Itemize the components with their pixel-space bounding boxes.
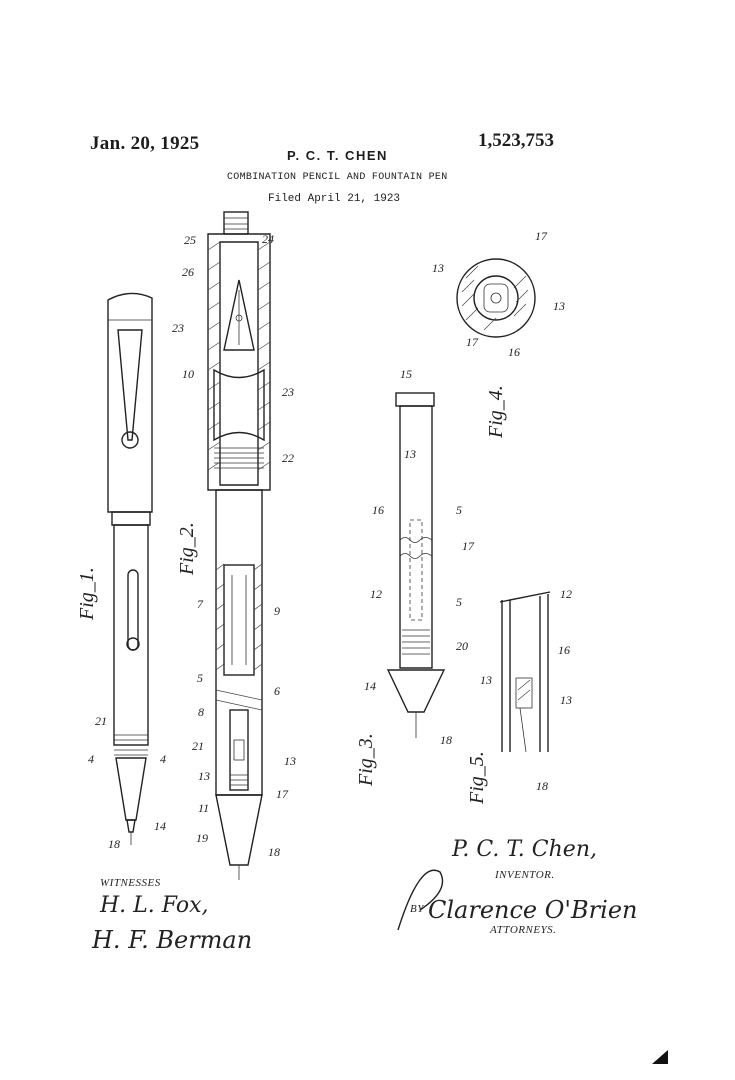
ref-fig2-25: 25 (184, 233, 196, 247)
ref-fig1-21: 21 (95, 714, 107, 728)
witness-signature-1: H. L. Fox, (100, 893, 209, 918)
ref-fig3-12: 12 (370, 587, 382, 601)
patent-number: 1,523,753 (478, 130, 554, 151)
by-label: BY (410, 903, 424, 915)
ref-fig5-18: 18 (536, 779, 548, 793)
attorney-signature: Clarence O'Brien (428, 896, 638, 924)
ref-fig4-16: 16 (508, 345, 520, 359)
ref-fig5-13a: 13 (480, 673, 492, 687)
witnesses-label: WITNESSES (100, 877, 161, 889)
ref-fig4-17a: 17 (535, 229, 547, 243)
ref-fig3-14: 14 (364, 679, 376, 693)
figure-3-drawing (388, 393, 444, 738)
filed-date: Filed April 21, 1923 (268, 193, 401, 205)
ref-fig2-6: 6 (274, 684, 280, 698)
ref-fig2-23: 23 (282, 385, 294, 399)
ref-fig2-24: 24 (262, 232, 274, 246)
ref-fig5-12: 12 (560, 587, 572, 601)
inventor-label: INVENTOR. (495, 869, 555, 881)
patent-title: COMBINATION PENCIL AND FOUNTAIN PEN (227, 172, 448, 183)
figure-4-drawing (457, 259, 535, 337)
ref-fig3-15: 15 (400, 367, 412, 381)
ref-fig5-16: 16 (558, 643, 570, 657)
ref-fig2-21: 21 (192, 739, 204, 753)
ref-fig4-13a: 13 (432, 261, 444, 275)
figure-4-label: Fig_4. (485, 385, 507, 438)
figure-1-drawing (108, 293, 152, 845)
ref-fig2-19: 19 (196, 831, 208, 845)
inventor-signature: P. C. T. Chen, (452, 837, 597, 862)
inventor-name: P. C. T. CHEN (287, 148, 388, 163)
ref-fig1-18: 18 (108, 837, 120, 851)
ref-fig1-23: 23 (172, 321, 184, 335)
figure-5-label: Fig_5. (466, 751, 488, 804)
ref-fig2-5: 5 (197, 671, 203, 685)
ref-fig3-17: 17 (462, 539, 474, 553)
ref-fig2-17: 17 (276, 787, 288, 801)
witness-signature-2: H. F. Berman (92, 926, 253, 954)
ref-fig3-20: 20 (456, 639, 468, 653)
corner-mark (652, 1050, 668, 1064)
ref-fig3-13: 13 (404, 447, 416, 461)
figure-1-label: Fig_1. (76, 567, 98, 620)
figure-5-drawing (500, 592, 550, 752)
ref-fig2-18: 18 (268, 845, 280, 859)
attorneys-label: ATTORNEYS. (490, 924, 557, 936)
ref-fig1-4b: 4 (160, 752, 166, 766)
figure-2-label: Fig_2. (176, 522, 198, 575)
ref-fig1-4a: 4 (88, 752, 94, 766)
ref-fig2-9: 9 (274, 604, 280, 618)
ref-fig3-5a: 5 (456, 503, 462, 517)
ref-fig4-17b: 17 (466, 335, 478, 349)
ref-fig2-13a: 13 (198, 769, 210, 783)
ref-fig5-13b: 13 (560, 693, 572, 707)
figure-2-drawing (208, 212, 270, 880)
ref-fig3-16: 16 (372, 503, 384, 517)
ref-fig2-8: 8 (198, 705, 204, 719)
ref-fig2-13b: 13 (284, 754, 296, 768)
reference-numerals (88, 229, 572, 859)
ref-fig3-18: 18 (440, 733, 452, 747)
figure-3-label: Fig_3. (355, 733, 377, 786)
ref-fig2-26: 26 (182, 265, 194, 279)
patent-date: Jan. 20, 1925 (90, 133, 200, 154)
ref-fig4-13b: 13 (553, 299, 565, 313)
ref-fig2-11: 11 (198, 801, 210, 815)
ref-fig1-14: 14 (154, 819, 166, 833)
ref-fig2-22: 22 (282, 451, 294, 465)
ref-fig2-7: 7 (197, 597, 203, 611)
ref-fig3-5b: 5 (456, 595, 462, 609)
ref-fig2-10: 10 (182, 367, 194, 381)
